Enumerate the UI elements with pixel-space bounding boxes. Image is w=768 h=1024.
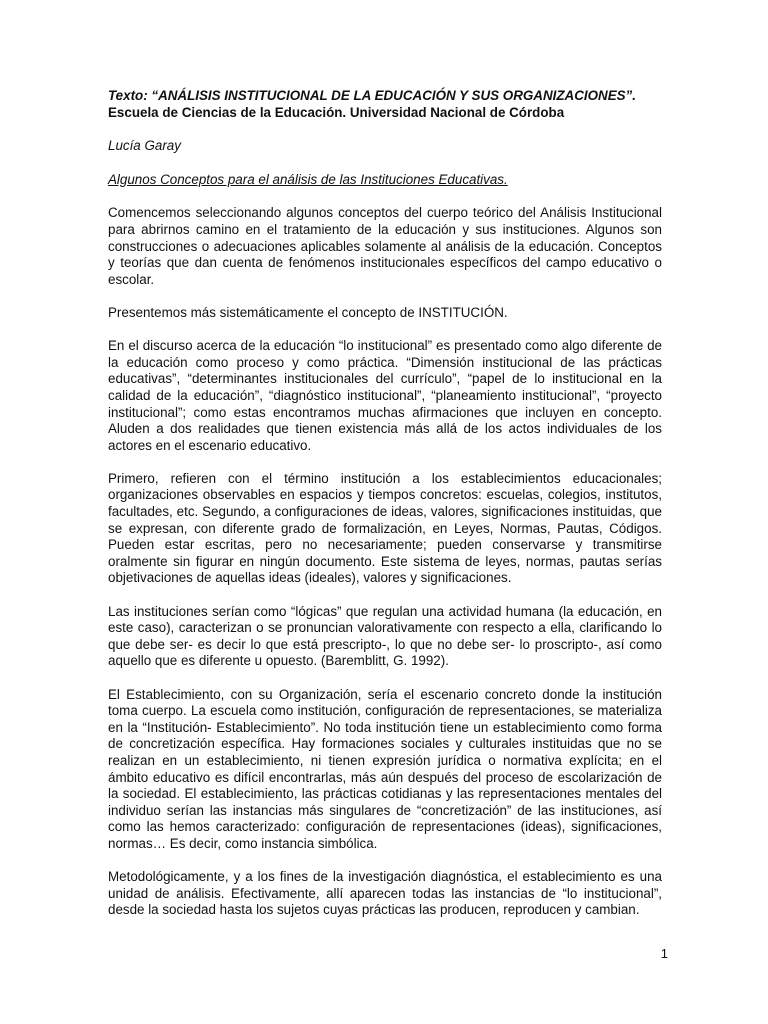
paragraph-3: En el discurso acerca de la educación “lo institucional” es presentado como algo diferente de la educación como proceso y como práctica. “Dimensión institucional de las prácticas educativas”, “determinantes institucionales del currículo”, “papel de lo institucional en la calidad de la educación”, “diagnóstico institucional”, “planeamiento institucional”, “proyecto institucional”; como estas encontramos muchas afirmaciones que incluyen en concepto. Aluden a dos realidades que tienen existencia más allá de los actos individuales de los actores en el escenario educativo. <box>108 338 662 453</box>
paragraph-5: Las instituciones serían como “lógicas” que regulan una actividad humana (la educación, en este caso), caracterizan o se pronuncian valorativamente con respecto a ella, clarificando lo que debe ser- es decir lo que está prescripto-, lo que no debe ser- lo proscripto-, así como aquello que es diferente u opuesto. (Baremblitt, G. 1992). <box>108 603 662 669</box>
document-page <box>108 88 662 936</box>
school-affiliation: Escuela de Ciencias de la Educación. Universidad Nacional de Córdoba <box>108 104 565 120</box>
paragraph-1: Comencemos seleccionando algunos conceptos del cuerpo teórico del Análisis Institucional para abrirnos camino en el tratamiento de la educación y sus instituciones. Algunos son construcciones o adecuaciones aplicables solamente al análisis de la educación. Conceptos y teorías que dan cuenta de fenómenos institucionales específicos del campo educativo o escolar. <box>108 205 662 287</box>
paragraph-7: Metodológicamente, y a los fines de la investigación diagnóstica, el establecimiento es una unidad de análisis. Efectivamente, allí aparecen todas las instancias de “lo institucional”, desde la sociedad hasta los sujetos cuyas prácticas las producen, reproducen y cambian. <box>108 869 662 918</box>
page-number: 1 <box>660 946 668 961</box>
section-heading: Algunos Conceptos para el análisis de las Instituciones Educativas. <box>108 171 508 187</box>
paragraph-6: El Establecimiento, con su Organización, sería el escenario concreto donde la institución toma cuerpo. La escuela como institución, configuración de representaciones, se materializa en la “Institución- Establecimiento”. No toda institución tiene un establecimiento como forma de concretización específica. Hay formaciones sociales y culturales instituidas que no se realizan en un establecimiento, ni tienen expresión jurídica o normativa explícita; en el ámbito educativo es difícil encontrarlas, más aún después del proceso de escolarización de la sociedad. El establecimiento, las prácticas cotidianas y las representaciones mentales del individuo serían las instancias más singulares de “concretización” de las instituciones, así como las hemos caracterizado: configuración de representaciones (ideas), significaciones, normas… Es decir, como instancia simbólica. <box>108 686 662 851</box>
paragraph-2: Presentemos más sistemáticamente el concepto de INSTITUCIÓN. <box>108 304 508 320</box>
document-title: Texto: “ANÁLISIS INSTITUCIONAL DE LA EDUCACIÓN Y SUS ORGANIZACIONES”. <box>108 88 636 103</box>
paragraph-4: Primero, refieren con el término institución a los establecimientos educacionales; organizaciones observables en espacios y tiempos concretos: escuelas, colegios, institutos, facultades, etc. Segundo, a configuraciones de ideas, valores, significaciones instituidas, que se expresan, con diferente grado de formalización, en Leyes, Normas, Pautas, Códigos. Pueden estar escritas, pero no necesariamente; pueden conservarse y transmitirse oralmente sin figurar en ningún documento. Este sistema de leyes, normas, pautas serías objetivaciones de aquellas ideas (ideales), valores y significaciones. <box>108 470 662 586</box>
author-name: Lucía Garay <box>108 138 181 154</box>
